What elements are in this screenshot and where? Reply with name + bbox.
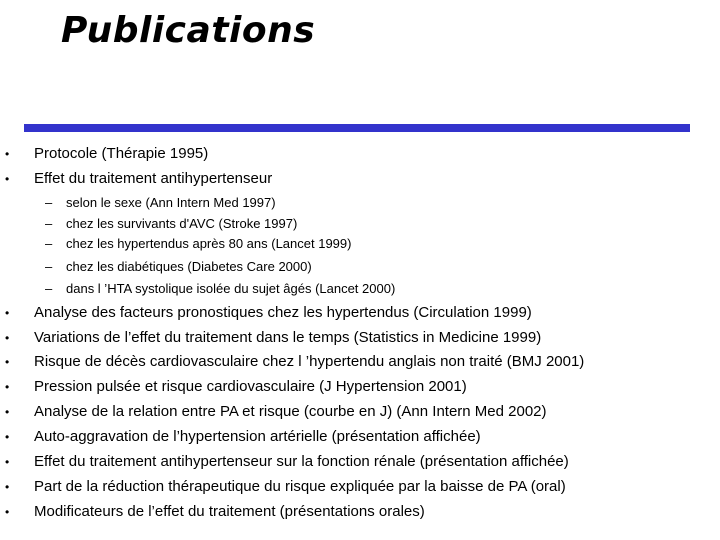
- dash-icon: –: [45, 281, 53, 296]
- dash-icon: –: [45, 236, 53, 251]
- bullet-icon: •: [5, 355, 10, 369]
- sub-list-item-text: chez les diabétiques (Diabetes Care 2000): [66, 259, 312, 274]
- list-item-text: Analyse des facteurs pronostiques chez les hypertendus (Circulation 1999): [34, 304, 532, 321]
- bullet-icon: •: [5, 172, 10, 186]
- list-item-text: Pression pulsée et risque cardiovasculaire (J Hypertension 2001): [34, 378, 467, 395]
- bullet-icon: •: [5, 306, 10, 320]
- list-item-text: Variations de l’effet du traitement dans le temps (Statistics in Medicine 1999): [34, 329, 542, 346]
- title-divider: [24, 124, 690, 132]
- list-item-text: Protocole (Thérapie 1995): [34, 145, 209, 162]
- bullet-icon: •: [5, 405, 10, 419]
- dash-icon: –: [45, 259, 53, 274]
- list-item-text: Auto-aggravation de l’hypertension artérielle (présentation affichée): [34, 428, 481, 445]
- bullet-icon: •: [5, 331, 10, 345]
- sub-list-item-text: chez les survivants d'AVC (Stroke 1997): [66, 216, 298, 231]
- dash-icon: –: [45, 216, 53, 231]
- bullet-icon: •: [5, 380, 10, 394]
- bullet-icon: •: [5, 455, 10, 469]
- sub-list-item-text: chez les hypertendus après 80 ans (Lancet 1999): [66, 236, 352, 251]
- list-item-text: Analyse de la relation entre PA et risque (courbe en J) (Ann Intern Med 2002): [34, 403, 547, 420]
- sub-list-item-text: dans l ’HTA systolique isolée du sujet âgés (Lancet 2000): [66, 281, 396, 296]
- list-item-text: Effet du traitement antihypertenseur sur la fonction rénale (présentation affichée): [34, 453, 569, 470]
- slide-title: Publications: [61, 10, 316, 51]
- bullet-icon: •: [5, 147, 10, 161]
- bullet-icon: •: [5, 430, 10, 444]
- bullet-icon: •: [5, 480, 10, 494]
- sub-list-item-text: selon le sexe (Ann Intern Med 1997): [66, 195, 276, 210]
- bullet-icon: •: [5, 505, 10, 519]
- list-item-text: Part de la réduction thérapeutique du risque expliquée par la baisse de PA (oral): [34, 478, 566, 495]
- list-item-text: Effet du traitement antihypertenseur: [34, 170, 273, 187]
- dash-icon: –: [45, 195, 53, 210]
- list-item-text: Modificateurs de l’effet du traitement (présentations orales): [34, 503, 425, 520]
- list-item-text: Risque de décès cardiovasculaire chez l ’hypertendu anglais non traité (BMJ 2001): [34, 353, 585, 370]
